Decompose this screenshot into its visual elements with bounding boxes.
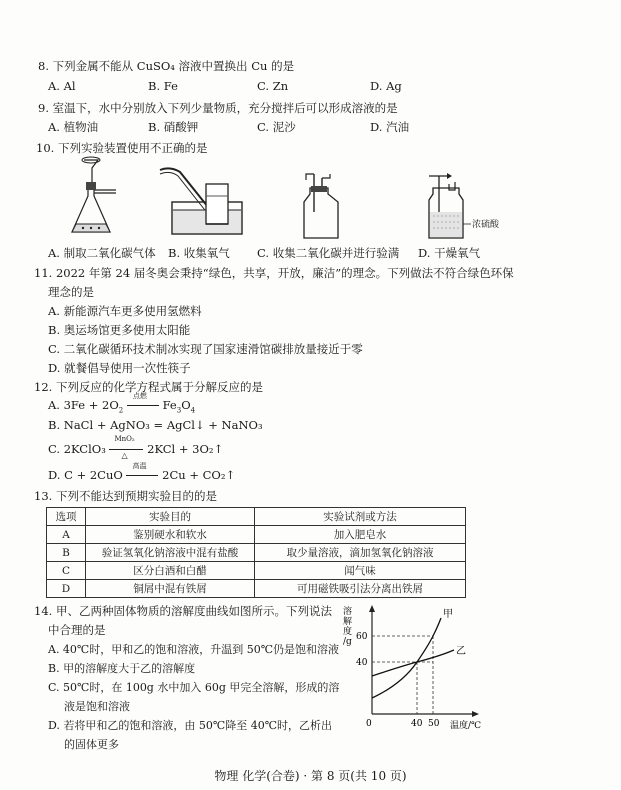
q12-d-right: 2Cu + CO₂↑ [162,468,236,482]
q12-c-left: C. 2KClO₃ [48,442,106,456]
q8-option-b: B. Fe [148,79,178,93]
q14-option-d: D. 若将甲和乙的饱和溶液，由 50℃降至 40℃时，乙析出 [48,719,333,732]
table-row [47,580,466,598]
q12-a-sub2: 3 [176,406,182,415]
table-cell: 铜屑中混有铁屑 [86,580,255,598]
q9-option-c: C. 泥沙 [257,120,296,134]
tick-x-40: 40 [411,719,423,729]
q11-stem: 11. 2022 年第 24 届冬奥会秉持“绿色，共享，开放，廉洁”的理念。下列做法不符合绿色环保 [34,266,514,280]
apparatus-a-figure [58,152,128,244]
q12-a-arrow-line [127,405,159,406]
q12-option-b: B. NaCl + AgNO₃ = AgCl↓ + NaNO₃ [48,418,263,432]
apparatus-b-figure [150,162,250,242]
q12-option-c [48,435,224,460]
table-cell: B [47,544,86,562]
q12-c-cond-bottom: △ [121,451,128,460]
curve-yi [372,650,454,676]
x-axis-label: 温度/℃ [450,721,482,731]
table-cell: 验证氢氧化钠溶液中混有盐酸 [86,544,255,562]
table-row [47,562,466,580]
q11-option-a: A. 新能源汽车更多使用氢燃料 [48,304,202,318]
q12-a-condition [127,392,159,412]
q12-option-a [48,392,196,415]
q12-option-d [48,462,236,482]
q12-c-cond-top: MnO₂ [114,435,135,443]
q14-option-b: B. 甲的溶解度大于乙的溶解度 [48,662,196,675]
q11-option-b: B. 奥运场馆更多使用太阳能 [48,323,191,337]
table-cell: 区分白酒和白醋 [86,562,255,580]
tick-x-50: 50 [428,719,440,729]
table-cell: 可用磁铁吸引法分离出铁屑 [255,580,466,598]
q12-d-arrow-line [126,475,158,476]
q10-option-d: D. 干燥氧气 [418,246,481,260]
table-cell: 鉴别硬水和软水 [86,526,255,544]
apparatus-d-figure [425,172,500,244]
fig-d-label: 浓硫酸 [472,220,500,230]
q12-c-arrow-line [109,449,143,450]
q12-d-cond-text: 高温 [132,462,147,470]
q12-a-sub1: 2 [118,406,124,415]
table-header-method: 实验试剂或方法 [255,508,466,526]
y-label-3: 度 [343,627,353,637]
table-row [47,526,466,544]
q13-stem: 13. 下列不能达到预期实验目的的是 [34,489,217,503]
q12-a-cond-text: 点燃 [132,392,147,400]
q9-option-b: B. 硝酸钾 [148,120,199,134]
q12-a-right2: O [181,398,191,412]
q10-option-a: A. 制取二氧化碳气体 [48,246,156,260]
q11-option-c: C. 二氧化碳循环技术制冰实现了国家速滑馆碳排放量接近于零 [48,342,363,356]
q14-option-d-cont: 的固体更多 [64,738,119,751]
q8-option-d: D. Ag [370,79,402,93]
apparatus-c-figure [300,172,350,244]
table-cell: D [47,580,86,598]
label-jia: 甲 [443,609,453,620]
q11-stem-cont: 理念的是 [48,285,94,299]
table-header-option: 选项 [47,508,86,526]
q14-option-c-cont: 液是饱和溶液 [64,700,130,713]
table-header-row [47,508,466,526]
x-axis-arrow [472,711,479,717]
table-cell: C [47,562,86,580]
q8-option-c: C. Zn [257,79,289,93]
y-label-4: /g [343,637,352,647]
q8-stem: 8. 下列金属不能从 CuSO₄ 溶液中置换出 Cu 的是 [38,59,295,73]
q8-option-a: A. Al [48,79,76,93]
q13-table [46,507,466,598]
y-label-1: 溶 [343,607,353,617]
table-row [47,544,466,562]
q12-a-sub3: 4 [190,406,196,415]
table-cell: 闻气味 [255,562,466,580]
q12-a-right: Fe [162,398,177,412]
q12-c-right: 2KCl + 3O₂↑ [147,442,224,456]
tick-origin: 0 [366,719,372,729]
tick-y-60: 60 [356,632,368,642]
tick-y-40: 40 [356,658,368,668]
q14-option-a: A. 40℃时，甲和乙的饱和溶液，升温到 50℃仍是饱和溶液 [48,643,340,656]
q12-d-left: D. C + 2CuO [48,468,123,482]
q9-option-a: A. 植物油 [48,120,99,134]
q11-option-d: D. 就餐倡导使用一次性筷子 [48,361,191,375]
solubility-curve-graph [340,602,490,732]
q12-c-condition [109,435,143,460]
table-cell: 加入肥皂水 [255,526,466,544]
page-footer: 物理 化学(合卷) · 第 8 页(共 10 页) [214,769,407,783]
table-cell: 取少量溶液，滴加氢氧化钠溶液 [255,544,466,562]
q14-stem: 14. 甲、乙两种固体物质的溶解度曲线如图所示。下列说法 [34,604,332,618]
q14-option-c: C. 50℃时，在 100g 水中加入 60g 甲完全溶解，形成的溶 [48,681,340,694]
q12-d-condition [126,462,158,482]
q10-option-c: C. 收集二氧化碳并进行验满 [257,246,400,260]
q9-option-d: D. 汽油 [370,120,410,134]
label-yi: 乙 [456,646,466,657]
y-label-2: 解 [343,617,353,627]
table-header-purpose: 实验目的 [86,508,255,526]
q12-a-left: A. 3Fe + 2O [48,398,119,412]
q10-stem: 10. 下列实验装置使用不正确的是 [36,141,208,155]
table-cell: A [47,526,86,544]
q9-stem: 9. 室温下，水中分别放入下列少量物质，充分搅拌后可以形成溶液的是 [38,101,398,115]
q10-option-b: B. 收集氧气 [168,246,230,260]
q12-stem: 12. 下列反应的化学方程式属于分解反应的是 [34,380,263,394]
q14-stem-cont: 中合理的是 [48,623,106,637]
y-axis-arrow [369,605,375,612]
